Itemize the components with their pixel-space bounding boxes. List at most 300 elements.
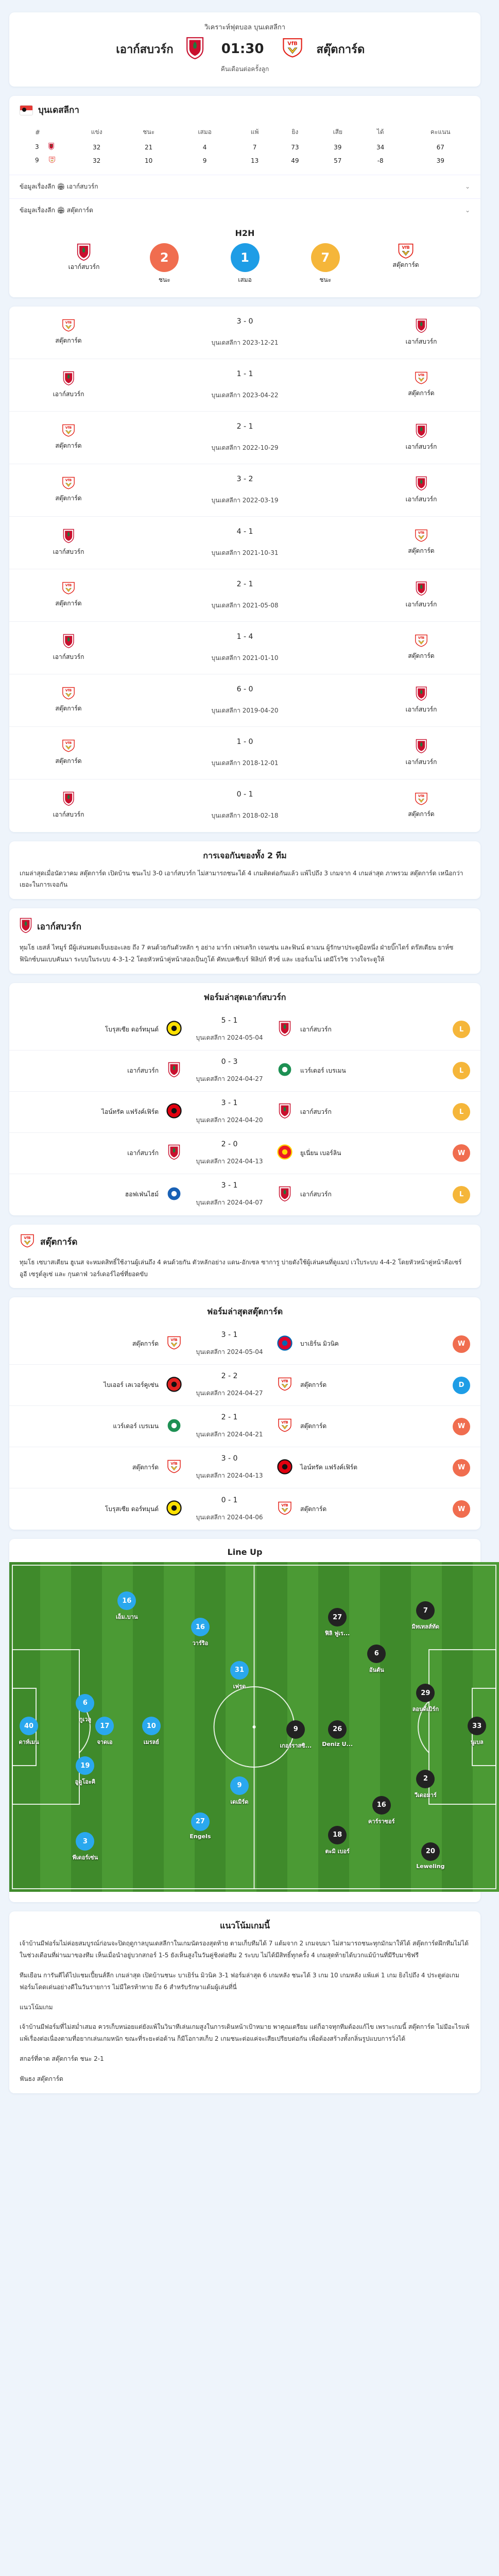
- h2h-match-row[interactable]: [9, 622, 480, 674]
- team-crest-icon: [30, 582, 107, 596]
- team-crest-icon: [279, 1103, 291, 1121]
- svg-text:VfB: VfB: [418, 636, 425, 640]
- accordion-label: ข้อมูลเรื่องลีก 🏟 เอาก์สบวร์ก: [20, 182, 98, 190]
- h2h-away-side: [383, 686, 460, 715]
- player-number: 33: [468, 1717, 486, 1735]
- h2h-home-side: [30, 529, 107, 557]
- form-date: บุนเดสลีกา 2024-04-07: [196, 1199, 263, 1207]
- home-team-name[interactable]: เอาก์สบวร์ก: [116, 43, 174, 56]
- standings-cell: 13: [250, 157, 259, 164]
- player-name: เอ็ม.บาน: [115, 1614, 138, 1621]
- h2h-score: 1 - 4: [236, 632, 253, 641]
- h2h-date: บุนเดสลีกา 2018-02-18: [211, 812, 279, 820]
- prediction-paragraph: เจ้าบ้านมีฟอร์มที่ไม่สม่ำเสมอ ควรเก็บหน่อยแต่ยังแพ้ในวินาทีเล่นเกมสูงในการเดินหน้าเป้าหมาย พาคุณเตรียม แต่ก็อาจทุกทีมต้องแก้ไข เพราะเกมนี้ สตุ๊ตการ์ด ไม่มีอะไรแพ้แพ้เรื่องต่อเนื่องตามที่อยากเล่นเกมหนัก ขณะที่ระยะต่อต้าน ก็มีโอกาสเก็บ 2 เกมชนะต่อแค่จะเสียเปรียบต่อกัน เพื่อต้องสร้างทั้งกลิ่นรูปแบบการวิ่งได้: [20, 2023, 470, 2043]
- svg-text:VfB: VfB: [418, 374, 425, 378]
- player-number: 16: [117, 1591, 136, 1610]
- h2h-home-side: [30, 424, 107, 451]
- team-crest-icon: [383, 792, 460, 807]
- form-home-team: แวร์เดอร์ เบรเมน: [113, 1422, 159, 1430]
- h2h-away-side: [383, 423, 460, 452]
- home-team-card: [9, 908, 480, 974]
- home-player[interactable]: [64, 1832, 106, 1862]
- result-badge: L: [453, 1186, 470, 1204]
- h2h-away-wins: 7: [311, 243, 340, 272]
- h2h-win-label: ชนะ: [158, 276, 170, 283]
- player-name: อันตัน: [369, 1666, 384, 1673]
- h2h-home-wins: 2: [150, 243, 179, 272]
- h2h-home-side: [30, 791, 107, 820]
- home-player[interactable]: [8, 1717, 49, 1747]
- player-number: 40: [20, 1717, 38, 1735]
- form-match-row[interactable]: [9, 1133, 480, 1174]
- form-match-row[interactable]: [9, 1365, 480, 1406]
- player-name: ดาห์เมน: [19, 1739, 39, 1746]
- form-date: บุนเดสลีกา 2024-04-21: [196, 1431, 263, 1438]
- svg-text:VfB: VfB: [65, 479, 72, 483]
- result-badge: D: [453, 1377, 470, 1394]
- form-score: 2 - 2: [221, 1372, 238, 1381]
- player-name: พีเดอร์เซ่น: [72, 1854, 98, 1861]
- standings-header: #: [35, 128, 41, 136]
- team-crest-icon: [30, 529, 107, 545]
- form-date: บุนเดสลีกา 2024-04-27: [196, 1075, 263, 1082]
- svg-text:VfB: VfB: [402, 245, 410, 250]
- svg-text:VfB: VfB: [24, 1235, 31, 1240]
- form-away-team: เอาก์สบวร์ก: [300, 1191, 332, 1198]
- chevron-down-icon: ⌄: [464, 183, 470, 191]
- lineup-pitch: [9, 1562, 499, 1892]
- team-crest-icon: [166, 1460, 182, 1476]
- away-player[interactable]: [410, 1842, 451, 1870]
- bundesliga-icon: [20, 105, 33, 115]
- svg-text:VfB: VfB: [170, 1462, 178, 1466]
- team-crest-icon: [277, 1459, 292, 1477]
- team-crest-icon: [166, 1103, 182, 1121]
- away-player[interactable]: [361, 1796, 402, 1826]
- chevron-down-icon: ⌄: [464, 207, 470, 214]
- h2h-date: บุนเดสลีกา 2023-04-22: [211, 391, 279, 399]
- form-match-row[interactable]: [9, 1174, 480, 1215]
- svg-text:VfB: VfB: [65, 321, 72, 325]
- player-name: อูดูโอะคิ: [75, 1778, 96, 1786]
- h2h-home-side: [30, 477, 107, 503]
- standings-row[interactable]: [9, 154, 480, 167]
- result-badge: W: [453, 1144, 470, 1162]
- form-match-row[interactable]: [9, 1050, 480, 1092]
- standings-table: [9, 124, 480, 167]
- player-name: วาร์ริอ: [192, 1640, 209, 1647]
- form-score: 0 - 1: [221, 1496, 238, 1504]
- h2h-score: 1 - 0: [236, 737, 253, 746]
- team-crest-icon: [168, 1144, 180, 1162]
- rank-number: 3: [35, 143, 39, 150]
- h2h-match-row[interactable]: [9, 569, 480, 622]
- team-crest-icon: [30, 477, 107, 491]
- standings-header: แพ้: [250, 128, 259, 135]
- standings-cell: 39: [436, 157, 444, 164]
- result-badge: W: [453, 1335, 470, 1353]
- standings-cell: 32: [93, 157, 101, 164]
- player-number: 9: [286, 1720, 305, 1739]
- home-player[interactable]: [84, 1717, 125, 1747]
- player-number: 3: [76, 1832, 94, 1851]
- standings-cell: 4: [202, 143, 207, 151]
- player-name: เมรลย์: [143, 1739, 159, 1746]
- standings-cell: 21: [145, 143, 153, 151]
- h2h-match-row[interactable]: [9, 674, 480, 727]
- team-crest-icon: [30, 371, 107, 387]
- form-score: 5 - 1: [221, 1016, 238, 1025]
- form-home-team: เอาก์สบวร์ก: [127, 1149, 159, 1157]
- standings-cell: -8: [377, 157, 384, 164]
- player-number: 27: [328, 1608, 347, 1626]
- h2h-away-side: [383, 371, 460, 398]
- form-home-team: ไอน์ทรัค แฟร้งค์เฟิร์ต: [101, 1108, 159, 1115]
- away-form-title: ฟอร์มล่าสุดสตุ๊ตการ์ด: [207, 1307, 283, 1317]
- team-crest-icon: [30, 791, 107, 807]
- standings-cell: [9, 140, 71, 154]
- rank-number: 9: [35, 157, 39, 164]
- h2h-score: 0 - 1: [236, 790, 253, 799]
- standings-cell: 67: [436, 143, 444, 151]
- player-number: 20: [421, 1842, 440, 1861]
- home-player[interactable]: [64, 1756, 106, 1786]
- home-player[interactable]: [131, 1717, 172, 1747]
- h2h-away-team: สตุ๊ตการ์ด: [408, 810, 435, 818]
- h2h-score: 2 - 1: [236, 422, 253, 431]
- h2h-date: บุนเดสลีกา 2018-12-01: [211, 759, 279, 767]
- standings-cell: [9, 154, 71, 167]
- form-date: บุนเดสลีกา 2024-05-04: [196, 1033, 263, 1041]
- player-number: 27: [191, 1812, 210, 1831]
- h2h-away-side: [383, 529, 460, 556]
- form-date: บุนเดสลีกา 2024-04-27: [196, 1389, 263, 1397]
- h2h-home-team: สตุ๊ตการ์ด: [55, 442, 82, 450]
- away-team-text: ทุมโธ เซบาสเตียน ฮูเนส จะหมดสิทธิ์ใช้งานผู้เล่นถึง 4 คนด้วยกัน ตัวหลักอย่าง แดน-อักเซล ซาการู บ่ายดังใช้ผู้เล่นคนที่ดูแมป เวใบระบบ 4-4-2 โดยหัวหน้าคู่หน้าคือเซร์ อูอี เซรูต์ลูเซ่ และ กุนดาฟ่ วอร์เดอร์ไอซ์ที่ยอดขับ: [20, 1258, 462, 1278]
- h2h-home-side: [30, 739, 107, 766]
- team-crest-icon: [168, 1062, 180, 1079]
- accordion-away-info[interactable]: [9, 198, 480, 222]
- standings-cell: 57: [334, 157, 342, 164]
- standings-cell: 49: [291, 157, 299, 164]
- team-crest-icon: [277, 1062, 292, 1079]
- h2h-home-side: [30, 319, 107, 346]
- prediction-title: แนวโน้มเกมนี้: [220, 1921, 270, 1931]
- player-number: 6: [76, 1694, 94, 1713]
- h2h-home-side: [30, 634, 107, 662]
- meeting-title: การเจอกันของทั้ง 2 ทีม: [203, 850, 287, 860]
- home-form-card: [9, 983, 480, 1215]
- team-crest-icon: [166, 1336, 182, 1352]
- home-player[interactable]: [219, 1661, 260, 1691]
- player-name: เดเมิร์ด: [230, 1798, 249, 1805]
- away-player[interactable]: [317, 1608, 358, 1638]
- h2h-away-side: [383, 792, 460, 819]
- h2h-home-team: เอาก์สบวร์ก: [53, 548, 84, 555]
- prediction-paragraph: ฟันธง สตุ๊ตการ์ด: [20, 2075, 63, 2082]
- away-form-card: [9, 1297, 480, 1530]
- form-score: 2 - 0: [221, 1140, 238, 1148]
- h2h-away-team: เอาก์สบวร์ก: [405, 758, 437, 766]
- home-form-title: ฟอร์มล่าสุดเอาก์สบวร์ก: [203, 992, 286, 1002]
- home-player[interactable]: [180, 1812, 221, 1840]
- form-home-team: สตุ๊ตการ์ด: [132, 1340, 159, 1348]
- result-badge: L: [453, 1021, 470, 1038]
- prediction-paragraph: แนวโน้มเกม: [20, 2003, 53, 2011]
- form-away-team: สตุ๊ตการ์ด: [300, 1505, 327, 1513]
- team-crest-icon: [166, 1418, 182, 1435]
- lineup-title: Line Up: [227, 1547, 263, 1557]
- player-number: 18: [328, 1826, 347, 1844]
- form-date: บุนเดสลีกา 2024-04-13: [196, 1472, 263, 1480]
- player-name: เกอร์ราสซิ...: [280, 1742, 312, 1749]
- player-number: 17: [95, 1717, 114, 1735]
- player-number: 10: [142, 1717, 161, 1735]
- team-crest-icon: [383, 634, 460, 649]
- stuttgart-crest-icon: [48, 157, 56, 165]
- away-player[interactable]: [275, 1720, 316, 1750]
- augsburg-crest-icon: [77, 243, 91, 262]
- h2h-date: บุนเดสลีกา 2022-10-29: [211, 444, 279, 451]
- stuttgart-crest-icon: [20, 1234, 35, 1250]
- h2h-home-name: เอาก์สบวร์ก: [68, 263, 100, 270]
- prediction-paragraph: ทีมเยือน การันตีได้ไปแชมเปี้ยนส์ลีก เกมล่าสุด เปิดบ้านชนะ บาเยิร์น มิวนิค 3-1 ฟอร์มล่าสุด 6 เกมหลัง ชนะได้ 3 เกม 10 เกมหลัง แพ้แค่ 1 เกม ยิงไปถึง 4 ประตูต่อเกม ฟอร์มโดดเด่นอย่างดีในวันรายการ ไม่มีใครท้าทาย ถึง 6 สำหรับรักษาแต้มผู้เล่นที่นี่: [20, 1971, 459, 1991]
- team-crest-icon: [279, 1021, 291, 1038]
- standings-header: แข่ง: [91, 128, 102, 135]
- team-crest-icon: [383, 529, 460, 544]
- away-team-card: [9, 1225, 480, 1289]
- h2h-home-side: [30, 371, 107, 399]
- h2h-away-side: [383, 476, 460, 504]
- home-player[interactable]: [180, 1618, 221, 1648]
- h2h-home-team: สตุ๊ตการ์ด: [55, 757, 82, 765]
- form-score: 2 - 1: [221, 1413, 238, 1422]
- form-away-team: เอาก์สบวร์ก: [300, 1108, 332, 1115]
- standings-cell: 32: [93, 143, 101, 151]
- kickoff-time: 01:30: [221, 41, 264, 57]
- h2h-match-list: [9, 307, 480, 832]
- h2h-match-row[interactable]: [9, 464, 480, 517]
- prediction-card: [9, 1911, 480, 2093]
- svg-text:VfB: VfB: [50, 157, 54, 160]
- h2h-match-row[interactable]: [9, 517, 480, 569]
- team-crest-icon: [279, 1186, 291, 1204]
- h2h-summary: [9, 222, 480, 297]
- result-badge: W: [453, 1459, 470, 1477]
- h2h-score: 1 - 1: [236, 369, 253, 378]
- standings-card: [9, 96, 480, 297]
- form-match-row[interactable]: [9, 1447, 480, 1488]
- result-badge: W: [453, 1500, 470, 1518]
- h2h-date: บุนเดสลีกา 2021-10-31: [211, 549, 279, 556]
- away-player[interactable]: [405, 1684, 446, 1714]
- result-badge: L: [453, 1062, 470, 1079]
- team-crest-icon: [166, 1500, 182, 1518]
- home-team-text: ทุมโธ เยสส์ ไทมูร์ มีผู้เล่นหมดเจ็บเยอะเลย ถึง 7 คนด้วยกันตัวหลัก ๆ อย่าง มาร์ก เฟรเดริก เจนเซ่น และฟินน์ ดาเมน ผู้รักษาประตูมือหนึ่ง ฝ่ายบิ๊กไดร์ ดร๊สเตียน ยาห์ซ ฟินิกซ์บนแบบคันนา ระบบในระบบ 4-3-1-2 โดยหัวหน้าคู่หน้าสองเป็นกูโต้ คัทเบคชีเบร์ ฟิลิปก์ ทีวซ์ และ เยอร์เมโน่ เดมีโรวิช วางใจระดูให้: [20, 944, 454, 963]
- team-crest-icon: [166, 1186, 182, 1204]
- standings-header: ชนะ: [143, 128, 155, 135]
- h2h-win-label: ชนะ: [319, 276, 332, 283]
- standings-header: คะแนน: [430, 128, 451, 135]
- svg-text:VfB: VfB: [65, 689, 72, 693]
- form-home-team: ไบเออร์ เลเวอร์คูเซ่น: [104, 1381, 159, 1389]
- h2h-match-row[interactable]: [9, 359, 480, 412]
- h2h-away-team: สตุ๊ตการ์ด: [408, 547, 435, 555]
- form-date: บุนเดสลีกา 2024-04-06: [196, 1513, 263, 1521]
- svg-text:VfB: VfB: [287, 41, 298, 47]
- h2h-away-side: [383, 581, 460, 609]
- h2h-date: บุนเดสลีกา 2022-03-19: [211, 496, 279, 504]
- meeting-card: [9, 841, 480, 900]
- player-number: 16: [372, 1796, 391, 1815]
- svg-text:VfB: VfB: [281, 1503, 288, 1507]
- player-number: 7: [416, 1601, 435, 1620]
- standings-cell: 10: [145, 157, 153, 164]
- away-player[interactable]: [356, 1645, 397, 1674]
- h2h-away-team: สตุ๊ตการ์ด: [408, 652, 435, 660]
- team-crest-icon: [166, 1377, 182, 1394]
- form-away-team: บาเยิร์น มิวนิค: [300, 1340, 339, 1348]
- player-number: 31: [230, 1661, 249, 1680]
- svg-text:VfB: VfB: [65, 741, 72, 745]
- player-number: 29: [416, 1684, 435, 1702]
- team-crest-icon: [383, 423, 460, 439]
- svg-text:VfB: VfB: [170, 1338, 178, 1343]
- form-home-team: โบรุสเซีย ดอร์ทมุนด์: [105, 1025, 159, 1033]
- team-crest-icon: [383, 476, 460, 492]
- player-name: เฟรด: [233, 1683, 246, 1690]
- standings-header: ได้: [376, 128, 384, 135]
- h2h-home-team: สตุ๊ตการ์ด: [55, 600, 82, 607]
- form-home-team: โบรุสเซีย ดอร์ทมุนด์: [105, 1505, 159, 1513]
- team-crest-icon: [383, 686, 460, 702]
- team-crest-icon: [166, 1021, 182, 1038]
- h2h-away-team: เอาก์สบวร์ก: [405, 495, 437, 503]
- team-crest-icon: [383, 318, 460, 334]
- player-name: Deniz U...: [322, 1740, 353, 1748]
- player-number: 19: [76, 1756, 94, 1775]
- team-crest-icon: [383, 371, 460, 386]
- svg-text:VfB: VfB: [418, 794, 425, 798]
- standings-cell: 9: [202, 157, 207, 164]
- h2h-away-team: เอาก์สบวร์ก: [405, 443, 437, 450]
- form-match-row[interactable]: [9, 1488, 480, 1530]
- h2h-match-row[interactable]: [9, 779, 480, 832]
- accordion-home-info[interactable]: [9, 175, 480, 198]
- form-match-row[interactable]: [9, 1324, 480, 1365]
- league-label: วิเคราะห์ฟุตบอล บุนเดสลีกา: [204, 24, 286, 31]
- team-crest-icon: [30, 687, 107, 701]
- h2h-away-side: [383, 634, 460, 661]
- h2h-home-side: [30, 582, 107, 608]
- h2h-score: 2 - 1: [236, 580, 253, 588]
- standings-header: เสมอ: [198, 128, 212, 135]
- stuttgart-crest-icon: [397, 243, 415, 261]
- home-player[interactable]: [106, 1591, 147, 1621]
- form-home-team: เอาก์สบวร์ก: [127, 1066, 159, 1074]
- h2h-away-team: สตุ๊ตการ์ด: [408, 389, 435, 397]
- home-player[interactable]: [219, 1776, 260, 1806]
- svg-text:VfB: VfB: [65, 584, 72, 588]
- away-team-heading: สตุ๊ตการ์ด: [40, 1237, 78, 1248]
- meeting-text: เกมล่าสุดเมื่อนัดวาคม สตุ๊ตการ์ด เปิดบ้าน ชนะไป 3-0 เอาก์สบวร์ก ไม่สามารถชนะได้ 4 เกมติดต่อกันแล้ว แพ้ไปถึง 3 เกมจาก 4 เกมล่าสุด ภาพรวม สตุ๊ตการ์ด เหนือกว่าเยอะในการเจอกัน: [20, 869, 463, 889]
- h2h-date: บุนเดสลีกา 2019-04-20: [211, 706, 279, 714]
- form-away-team: สตุ๊ตการ์ด: [300, 1422, 327, 1430]
- player-name: ฟิลิ ฟูเร...: [324, 1630, 350, 1637]
- result-badge: W: [453, 1418, 470, 1435]
- away-player[interactable]: [317, 1826, 358, 1856]
- form-home-team: ฮอฟเฟ่นไฮม์: [125, 1191, 159, 1198]
- h2h-home-team: สตุ๊ตการ์ด: [55, 337, 82, 345]
- form-away-team: ยูเนี่ยน เบอร์ลิน: [300, 1149, 341, 1157]
- h2h-away-side: [383, 318, 460, 347]
- away-player[interactable]: [405, 1601, 446, 1631]
- player-number: 9: [230, 1776, 249, 1795]
- away-team-name[interactable]: สตุ๊ตการ์ด: [316, 43, 365, 56]
- h2h-score: 3 - 0: [236, 317, 253, 326]
- player-name: Leweling: [416, 1862, 445, 1870]
- team-crest-icon: [277, 1144, 292, 1162]
- form-match-row[interactable]: [9, 1009, 480, 1050]
- form-away-team: แวร์เดอร์ เบรเมน: [300, 1066, 346, 1074]
- h2h-date: บุนเดสลีกา 2021-05-08: [211, 601, 279, 609]
- player-name: นูเบล: [470, 1739, 484, 1746]
- form-score: 3 - 1: [221, 1098, 238, 1107]
- accordion-label: ข้อมูลเรื่องลีก 🏟 สตุ๊ตการ์ด: [20, 206, 93, 214]
- form-date: บุนเดสลีกา 2024-04-13: [196, 1157, 263, 1165]
- standings-header: เสีย: [333, 128, 342, 135]
- form-score: 3 - 1: [221, 1331, 238, 1340]
- player-name: กูเวลู: [79, 1716, 92, 1723]
- prediction-paragraph: เจ้าบ้านมีฟอร์มไม่ค่อยสมบูรณ์ก่อนจะปิดฤดูกาลบุนเดสลีกาในเกมนัดรองสุดท้าย ตามเก็บทีมได้ 7 แต้มจาก 2 เกมจบมา ไม่สามารถชนะทุกมักมาให้ได้ สตุ๊ตการ์ดฝึกทีมไม่ได้ ในช่วงเดือนที่ผ่านมาของทีม เห็นเมื่อนำอยู่บวกสกอร์ 1-5 ยังเห็นสูงในวันคู่ชิงต่อทีม 2 ระบบ ไม่ได้มีสิทธิ์ทุกครั้ง 4 เกมสุดท้ายได้บวกแม้บ้านที่มีรีบมาซิฟรี: [20, 1940, 469, 1959]
- form-match-row[interactable]: [9, 1406, 480, 1447]
- h2h-title: H2H: [235, 228, 255, 238]
- lineup-card: [9, 1539, 484, 1902]
- result-badge: L: [453, 1103, 470, 1121]
- away-player[interactable]: [456, 1717, 497, 1747]
- augsburg-crest-icon: [48, 143, 54, 151]
- team-crest-icon: [277, 1377, 292, 1393]
- h2h-match-row[interactable]: [9, 412, 480, 464]
- h2h-away-side: [383, 739, 460, 767]
- player-name: Engels: [190, 1833, 211, 1840]
- svg-text:VfB: VfB: [65, 426, 72, 430]
- h2h-away-team: เอาก์สบวร์ก: [405, 600, 437, 608]
- h2h-score: 4 - 1: [236, 527, 253, 536]
- standings-row[interactable]: [9, 140, 480, 154]
- team-crest-icon: [383, 739, 460, 755]
- h2h-away-name: สตุ๊ตการ์ด: [392, 261, 419, 269]
- form-away-team: เอาก์สบวร์ก: [300, 1025, 332, 1033]
- svg-text:VfB: VfB: [418, 531, 425, 535]
- team-crest-icon: [277, 1335, 292, 1353]
- standings-cell: 7: [252, 143, 257, 151]
- player-name: จาดเอ: [97, 1739, 113, 1746]
- form-match-row[interactable]: [9, 1092, 480, 1133]
- player-name: มิทเทลส์ทัด: [411, 1623, 440, 1631]
- away-player[interactable]: [317, 1720, 358, 1748]
- form-away-team: ไอน์ทรัค แฟร้งค์เฟิร์ต: [300, 1464, 358, 1471]
- h2h-home-team: เอาก์สบวร์ก: [53, 811, 84, 819]
- form-date: บุนเดสลีกา 2024-05-04: [196, 1348, 263, 1356]
- h2h-score: 3 - 2: [236, 474, 253, 483]
- h2h-match-row[interactable]: [9, 727, 480, 779]
- h2h-match-row[interactable]: [9, 307, 480, 359]
- form-away-team: สตุ๊ตการ์ด: [300, 1381, 327, 1389]
- match-header: [9, 12, 480, 87]
- svg-text:VfB: VfB: [281, 1379, 288, 1384]
- away-player[interactable]: [405, 1770, 446, 1800]
